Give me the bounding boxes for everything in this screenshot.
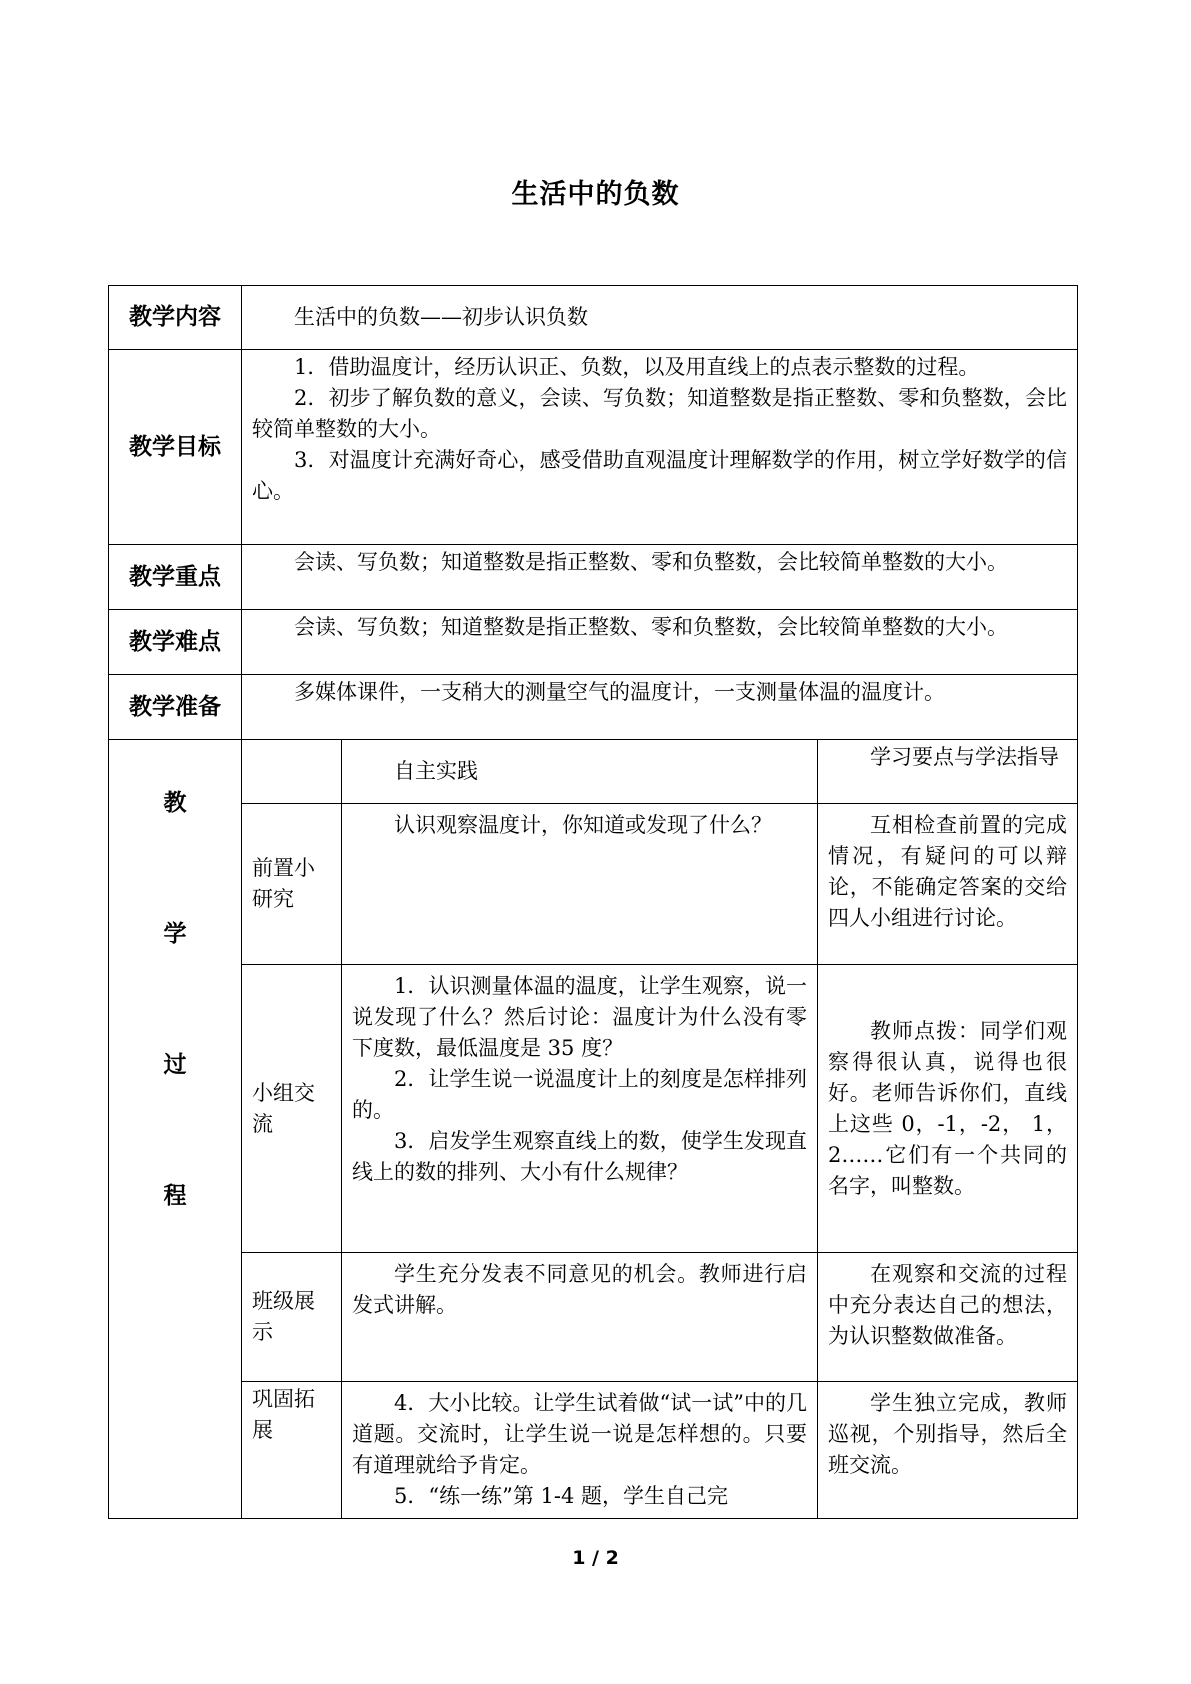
stage-row [109, 1382, 1078, 1519]
goal-item: 1．借助温度计，经历认识正、负数，以及用直线上的点表示整数的过程。 [294, 355, 980, 379]
lesson-plan-table [108, 285, 1078, 1519]
label-process: 教 学 过 程 [109, 740, 242, 1519]
stage-guide: 互相检查前置的完成情况，有疑问的可以辩论，不能确定答案的交给四人小组进行讨论。 [818, 804, 1078, 965]
header-practice: 自主实践 [342, 740, 818, 804]
label-goals: 教学目标 [109, 350, 242, 545]
process-header-row [109, 740, 1078, 804]
stage-row [109, 1253, 1078, 1382]
label-content: 教学内容 [109, 286, 242, 350]
value-difficulty: 会读、写负数；知道整数是指正整数、零和负整数，会比较简单整数的大小。 [242, 610, 1078, 675]
value-key: 会读、写负数；知道整数是指正整数、零和负整数，会比较简单整数的大小。 [242, 545, 1078, 610]
label-prep: 教学准备 [109, 675, 242, 740]
label-difficulty: 教学难点 [109, 610, 242, 675]
stage-practice: 4．大小比较。让学生试着做“试一试”中的几道题。交流时，让学生说一说是怎样想的。只要有道理就给予肯定。 5．“练一练”第 1-4 题，学生自己完 [342, 1382, 818, 1519]
value-prep: 多媒体课件，一支稍大的测量空气的温度计，一支测量体温的温度计。 [242, 675, 1078, 740]
label-key: 教学重点 [109, 545, 242, 610]
value-content: 生活中的负数——初步认识负数 [242, 286, 1078, 350]
row-content [109, 286, 1078, 350]
stage-practice: 认识观察温度计，你知道或发现了什么？ [342, 804, 818, 965]
stage-name: 小组交流 [242, 965, 342, 1253]
stage-name: 前置小研究 [242, 804, 342, 965]
page-title: 生活中的负数 [511, 179, 680, 210]
row-difficulty [109, 610, 1078, 675]
stage-row [109, 965, 1078, 1253]
empty-header-cell [242, 740, 342, 804]
goal-item: 2．初步了解负数的意义，会读、写负数；知道整数是指正整数、零和负整数，会比较简单整数的大小。 [252, 386, 1067, 441]
stage-guide: 教师点拨：同学们观察得很认真，说得也很好。老师告诉你们，直线上这些 0，-1，-2， 1，2……它们有一个共同的名字，叫整数。 [818, 965, 1078, 1253]
value-goals [242, 350, 1078, 545]
stage-practice: 1．认识测量体温的温度，让学生观察，说一说发现了什么？然后讨论：温度计为什么没有零下度数，最低温度是 35 度？ 2．让学生说一说温度计上的刻度是怎样排列的。 3．启发学生观察直线上的数，使学生发现直线上的数的排列、大小有什么规律？ [342, 965, 818, 1253]
stage-guide: 在观察和交流的过程中充分表达自己的想法，为认识整数做准备。 [818, 1253, 1078, 1382]
row-prep [109, 675, 1078, 740]
header-guide: 学习要点与学法指导 [818, 740, 1078, 804]
row-goals [109, 350, 1078, 545]
page-number: 1 / 2 [572, 1547, 619, 1569]
stage-name: 班级展示 [242, 1253, 342, 1382]
stage-guide: 学生独立完成，教师巡视，个别指导，然后全班交流。 [818, 1382, 1078, 1519]
row-key [109, 545, 1078, 610]
stage-row [109, 804, 1078, 965]
goal-item: 3．对温度计充满好奇心，感受借助直观温度计理解数学的作用，树立学好数学的信心。 [252, 448, 1067, 503]
stage-practice: 学生充分发表不同意见的机会。教师进行启发式讲解。 [342, 1253, 818, 1382]
stage-name: 巩固拓展 [242, 1382, 342, 1519]
